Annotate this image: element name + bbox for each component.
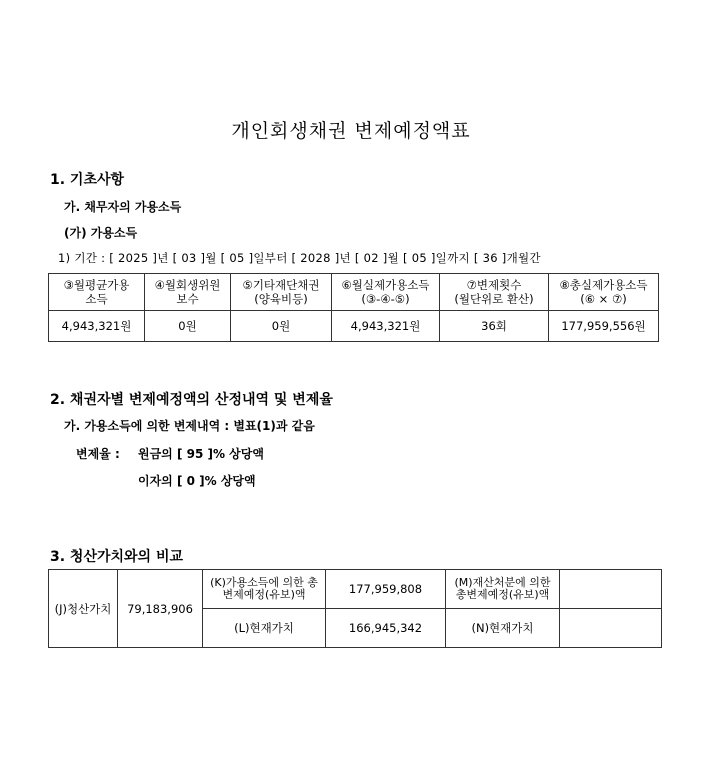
header-monthly-avg-income: ③월평균가용 소득 — [49, 274, 145, 311]
comparison-row-1 — [49, 570, 662, 609]
value-actual-monthly-income: 4,943,321원 — [332, 311, 440, 342]
asset-disposal-repayment-value — [560, 570, 662, 609]
asset-disposal-repayment-label: (M)재산처분에 의한 총변제예정(유보)액 — [446, 570, 560, 609]
section1-subheading: 가. 채무자의 가용소득 — [64, 200, 182, 214]
interest-rate: 이자의 [ 0 ]% 상당액 — [138, 474, 256, 488]
present-value-l-label: (L)현재가치 — [203, 609, 326, 648]
section2-heading: 2. 채권자별 변제예정액의 산정내역 및 변제율 — [50, 392, 333, 408]
section1-subsubheading: (가) 가용소득 — [64, 226, 138, 240]
income-table-value-row — [49, 311, 659, 342]
header-other-claims: ⑤기타재단채권 (양육비등) — [231, 274, 332, 311]
liquidation-value-label: (J)청산가치 — [49, 570, 118, 648]
income-table-header-row — [49, 274, 659, 311]
value-total-income: 177,959,556원 — [549, 311, 659, 342]
present-value-n — [560, 609, 662, 648]
section3-heading: 3. 청산가치와의 비교 — [50, 549, 183, 565]
present-value-l: 166,945,342 — [326, 609, 446, 648]
document-title: 개인회생채권 변제예정액표 — [231, 120, 471, 142]
value-monthly-avg-income: 4,943,321원 — [49, 311, 145, 342]
section1-heading: 1. 기초사항 — [50, 172, 125, 188]
present-value-n-label: (N)현재가치 — [446, 609, 560, 648]
value-payment-count: 36회 — [440, 311, 549, 342]
repayment-rate-label: 변제율 : — [76, 447, 120, 461]
income-total-repayment-value: 177,959,808 — [326, 570, 446, 609]
income-total-repayment-label: (K)가용소득에 의한 총 변제예정(유보)액 — [203, 570, 326, 609]
repayment-period: 1) 기간 : [ 2025 ]년 [ 03 ]월 [ 05 ]일부터 [ 2028 ]년 [ 02 ]월 [ 05 ]일까지 [ 36 ]개월간 — [58, 251, 541, 265]
header-actual-monthly-income: ⑥월실제가용소득 (③-④-⑤) — [332, 274, 440, 311]
section2-subheading: 가. 가용소득에 의한 변제내역 : 별표(1)과 같음 — [64, 419, 315, 433]
income-table — [48, 273, 659, 342]
header-total-income: ⑧총실제가용소득 (⑥ × ⑦) — [549, 274, 659, 311]
liquidation-value: 79,183,906 — [118, 570, 203, 648]
header-payment-count: ⑦변제횟수 (월단위로 환산) — [440, 274, 549, 311]
principal-rate: 원금의 [ 95 ]% 상당액 — [138, 447, 264, 461]
value-other-claims: 0원 — [231, 311, 332, 342]
liquidation-comparison-table — [48, 569, 662, 648]
value-trustee-fee: 0원 — [145, 311, 231, 342]
header-trustee-fee: ④월회생위원 보수 — [145, 274, 231, 311]
